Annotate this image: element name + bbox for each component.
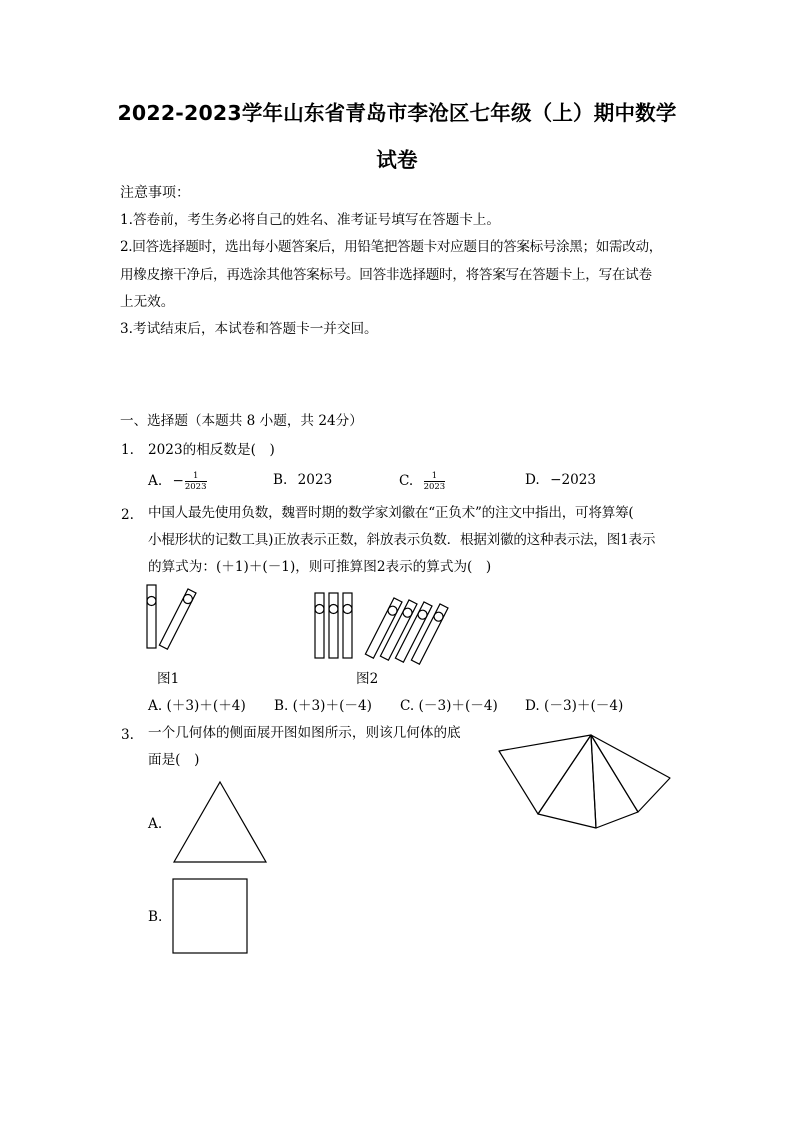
net-triangle xyxy=(538,735,596,828)
option-a-triangle-icon[interactable] xyxy=(170,780,270,866)
notice-item: 上无效。 xyxy=(120,294,175,310)
q3-stem-line: 一个几何体的侧面展开图如图所示，则该几何体的底 xyxy=(148,725,461,741)
numerator: 1 xyxy=(431,471,438,481)
denominator: 2023 xyxy=(184,482,207,492)
page-title-line2: 试卷 xyxy=(376,148,418,172)
notice-heading: 注意事项： xyxy=(120,185,190,201)
q1-option-c[interactable] xyxy=(399,471,445,492)
q3-lateral-net-figure xyxy=(490,730,700,835)
notice-item: 1.答卷前，考生务必将自己的姓名、准考证号填写在答题卡上。 xyxy=(120,212,500,228)
rod-circle xyxy=(416,609,428,621)
q3-stem-line: 面是( ) xyxy=(148,752,200,768)
net-triangle xyxy=(499,735,591,814)
denominator: 2023 xyxy=(423,482,446,492)
option-label: D. xyxy=(525,472,540,488)
numerator: 1 xyxy=(192,471,199,481)
q2-stem-line: 的算式为：(＋1)＋(－1)，则可推算图2表示的算式为( ) xyxy=(148,559,492,575)
notice-item: 用橡皮擦干净后，再选涂其他答案标号。回答非选择题时，将答案写在答题卡上，写在试卷 xyxy=(120,267,652,283)
q2-stem-line: 小棍形状的记数工具)正放表示正数，斜放表示负数．根据刘徽的这种表示法，图1表示 xyxy=(148,532,656,548)
rod-circle xyxy=(315,605,324,614)
upright-rod xyxy=(329,593,338,658)
page-title: 2022-2023学年山东省青岛市李沧区七年级（上）期中数学 xyxy=(117,101,677,125)
q1-number: 1. xyxy=(121,442,134,458)
net-triangle xyxy=(591,735,670,812)
option-label: B. xyxy=(273,472,288,488)
q2-option-d[interactable]: D. (－3)＋(－4) xyxy=(525,698,624,714)
slanted-rod xyxy=(411,604,448,664)
q2-stem-line: 中国人最先使用负数，魏晋时期的数学家刘徽在“正负术”的注文中指出，可将算筹( xyxy=(148,505,634,521)
q2-option-b[interactable]: B. (＋3)＋(－4) xyxy=(274,698,372,714)
slanted-rod xyxy=(159,589,196,649)
upright-rod xyxy=(147,585,156,648)
q1-option-a[interactable] xyxy=(148,471,207,492)
figure-2-label: 图2 xyxy=(356,671,379,687)
rod-circle xyxy=(182,593,194,605)
section-heading: 一、选择题（本题共 8 小题，共 24分） xyxy=(120,413,363,429)
rod-circle xyxy=(343,605,352,614)
option-b-square-icon[interactable] xyxy=(170,876,250,956)
figure-1-label: 图1 xyxy=(157,671,180,687)
q2-option-c[interactable]: C. (－3)＋(－4) xyxy=(400,698,498,714)
rod-circle xyxy=(329,605,338,614)
q1-option-b[interactable] xyxy=(273,471,332,489)
rod-circle xyxy=(147,597,156,606)
q3-option-b-label[interactable]: B. xyxy=(148,909,163,925)
rod-circle xyxy=(432,611,444,623)
notice-item: 3.考试结束后，本试卷和答题卡一并交回。 xyxy=(120,321,378,337)
notice-item: 2.回答选择题时，选出每小题答案后，用铅笔把答题卡对应题目的答案标号涂黑；如需改动， xyxy=(120,239,663,255)
figure-1-counting-rods xyxy=(140,580,210,655)
option-value: 2023 xyxy=(297,472,333,488)
upright-rod xyxy=(343,593,352,658)
q2-option-a[interactable]: A. (＋3)＋(＋4) xyxy=(148,698,246,714)
option-sign: − xyxy=(172,473,184,489)
q1-option-d[interactable] xyxy=(525,471,596,489)
net-triangle xyxy=(591,735,638,828)
option-label: C. xyxy=(399,473,414,489)
option-value: −2023 xyxy=(550,472,597,488)
fraction xyxy=(185,471,207,492)
q1-stem: 2023的相反数是( ) xyxy=(148,442,275,458)
option-label: A. xyxy=(148,473,163,489)
figure-2-counting-rods xyxy=(308,585,468,665)
q3-number: 3. xyxy=(121,727,134,743)
upright-rod xyxy=(315,593,324,658)
rod-circle xyxy=(386,605,398,617)
rod-circle xyxy=(401,607,413,619)
q3-option-a-label[interactable]: A. xyxy=(148,816,163,832)
q2-number: 2. xyxy=(121,507,134,523)
fraction xyxy=(424,471,446,492)
